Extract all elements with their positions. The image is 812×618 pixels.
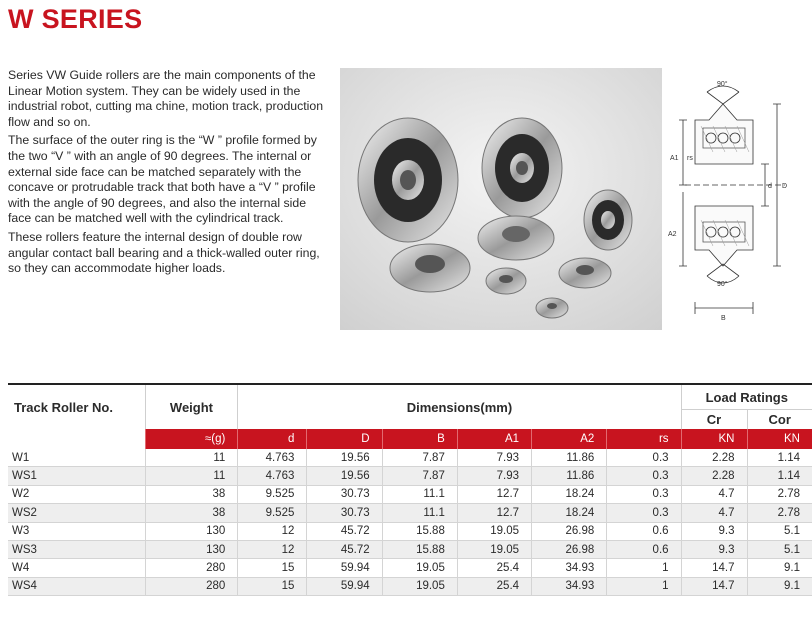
column-header-weight: Weight <box>145 384 238 429</box>
description-paragraph: The surface of the outer ring is the “W ” profile formed by the two “V ” with an angle of 90 degrees. The internal or external side face can be matched separately with the concave or protrudable track that both have a “V ” profile with the angle of 90 degrees, and also the internal side face can be matched well with the cylindrical track. <box>8 133 317 226</box>
table-cell: 0.3 <box>607 504 681 522</box>
table-cell: 9.3 <box>681 522 747 540</box>
table-cell: 7.87 <box>382 449 457 467</box>
table-cell: 34.93 <box>532 559 607 577</box>
table-cell: 18.24 <box>532 485 607 503</box>
table-cell: 15 <box>238 577 307 595</box>
table-cell: 1 <box>607 559 681 577</box>
table-cell: 19.05 <box>457 522 531 540</box>
roller-image <box>486 268 526 294</box>
table-cell: 0.6 <box>607 522 681 540</box>
dimension-label-a1: A1 <box>670 155 679 162</box>
roller-number-cell: W4 <box>8 559 145 577</box>
roller-image <box>536 298 568 318</box>
table-cell: 11.1 <box>382 504 457 522</box>
table-cell: 7.93 <box>457 467 531 485</box>
column-header-cor: Cor <box>747 410 812 430</box>
column-header-name: Track Roller No. <box>8 384 145 429</box>
table-cell: 7.87 <box>382 467 457 485</box>
table-cell: 9.525 <box>238 485 307 503</box>
table-cell: 4.7 <box>681 504 747 522</box>
unit-cell: KN <box>681 429 747 449</box>
unit-cell: A2 <box>532 429 607 449</box>
table-cell: 2.78 <box>747 504 812 522</box>
table-cell: 18.24 <box>532 504 607 522</box>
product-photo <box>340 68 662 330</box>
table-cell: 12 <box>238 522 307 540</box>
table-cell: 14.7 <box>681 577 747 595</box>
dimension-label-d: d <box>768 183 772 190</box>
table-cell: 0.3 <box>607 449 681 467</box>
table-cell: 26.98 <box>532 540 607 558</box>
roller-image <box>478 216 554 260</box>
table-cell: 0.6 <box>607 540 681 558</box>
table-cell: 11 <box>145 467 238 485</box>
table-cell: 4.763 <box>238 449 307 467</box>
roller-image <box>559 258 611 288</box>
unit-cell: rs <box>607 429 681 449</box>
table-cell: 19.05 <box>382 559 457 577</box>
table-cell: 11.86 <box>532 467 607 485</box>
table-cell: 12.7 <box>457 504 531 522</box>
unit-cell: ≈(g) <box>145 429 238 449</box>
table-cell: 0.3 <box>607 485 681 503</box>
table-cell: 38 <box>145 485 238 503</box>
angle-label: 90° <box>717 81 728 88</box>
unit-cell: A1 <box>457 429 531 449</box>
table-cell: 19.56 <box>307 467 382 485</box>
table-cell: 12.7 <box>457 485 531 503</box>
dimension-label-D: D <box>782 183 788 190</box>
table-cell: 25.4 <box>457 577 531 595</box>
cross-section-diagram <box>665 68 812 324</box>
table-cell: 280 <box>145 577 238 595</box>
roller-number-cell: WS1 <box>8 467 145 485</box>
table-cell: 1.14 <box>747 467 812 485</box>
table-cell: 9.3 <box>681 540 747 558</box>
roller-number-cell: WS3 <box>8 540 145 558</box>
page-title: W SERIES <box>8 4 143 34</box>
table-cell: 15.88 <box>382 540 457 558</box>
table-cell: 4.7 <box>681 485 747 503</box>
table-row <box>8 559 812 577</box>
table-cell: 1 <box>607 577 681 595</box>
table-cell: 38 <box>145 504 238 522</box>
roller-number-cell: W3 <box>8 522 145 540</box>
roller-image <box>584 190 632 250</box>
table-cell: 130 <box>145 522 238 540</box>
table-cell: 11.86 <box>532 449 607 467</box>
table-cell: 130 <box>145 540 238 558</box>
unit-cell: D <box>307 429 382 449</box>
roller-number-cell: WS2 <box>8 504 145 522</box>
table-cell: 45.72 <box>307 522 382 540</box>
column-header-dimensions: Dimensions(mm) <box>238 384 681 429</box>
roller-image <box>482 118 562 218</box>
table-cell: 9.525 <box>238 504 307 522</box>
table-cell: 5.1 <box>747 522 812 540</box>
table-cell: 2.28 <box>681 449 747 467</box>
description-paragraph: These rollers feature the internal design of double row angular contact ball bearing and a thick-walled outer ring, so they can accommodate higher loads. <box>8 229 320 276</box>
table-cell: 14.7 <box>681 559 747 577</box>
table-cell: 25.4 <box>457 559 531 577</box>
table-row <box>8 504 812 522</box>
unit-cell: B <box>382 429 457 449</box>
table-row <box>8 485 812 503</box>
roller-number-cell: W1 <box>8 449 145 467</box>
unit-cell: KN <box>747 429 812 449</box>
column-header-load-ratings: Load Ratings <box>681 384 812 410</box>
angle-label: 90° <box>717 281 728 288</box>
table-cell: 59.94 <box>307 559 382 577</box>
column-header-cr: Cr <box>681 410 747 430</box>
table-cell: 30.73 <box>307 504 382 522</box>
table-row <box>8 449 812 467</box>
table-cell: 2.28 <box>681 467 747 485</box>
table-row <box>8 522 812 540</box>
table-row <box>8 540 812 558</box>
table-cell: 4.763 <box>238 467 307 485</box>
table-cell: 19.56 <box>307 449 382 467</box>
roller-number-cell: W2 <box>8 485 145 503</box>
table-cell: 15 <box>238 559 307 577</box>
table-cell: 59.94 <box>307 577 382 595</box>
table-cell: 34.93 <box>532 577 607 595</box>
table-cell: 5.1 <box>747 540 812 558</box>
units-row <box>8 429 812 449</box>
dimension-label-rs: rs <box>687 155 693 162</box>
table-cell: 30.73 <box>307 485 382 503</box>
table-cell: 12 <box>238 540 307 558</box>
table-row <box>8 467 812 485</box>
table-cell: 2.78 <box>747 485 812 503</box>
table-cell: 19.05 <box>382 577 457 595</box>
table-row <box>8 577 812 595</box>
description <box>8 68 326 280</box>
table-cell: 9.1 <box>747 559 812 577</box>
table-cell: 7.93 <box>457 449 531 467</box>
table-cell: 45.72 <box>307 540 382 558</box>
roller-image <box>390 244 470 292</box>
table-cell: 19.05 <box>457 540 531 558</box>
specifications-table <box>8 383 812 596</box>
table-cell: 11.1 <box>382 485 457 503</box>
dimension-label-B: B <box>721 315 726 322</box>
table-cell: 9.1 <box>747 577 812 595</box>
table-cell: 15.88 <box>382 522 457 540</box>
table-cell: 26.98 <box>532 522 607 540</box>
table-cell: 280 <box>145 559 238 577</box>
table-cell: 1.14 <box>747 449 812 467</box>
table-cell: 11 <box>145 449 238 467</box>
description-paragraph: Series VW Guide rollers are the main components of the Linear Motion system. They can be widely used in the industrial robot, cutting ma chine, motion track, production flow and so on. <box>8 68 324 129</box>
roller-number-cell: WS4 <box>8 577 145 595</box>
unit-cell: d <box>238 429 307 449</box>
dimension-label-a2: A2 <box>668 231 677 238</box>
table-cell: 0.3 <box>607 467 681 485</box>
roller-image <box>358 118 458 242</box>
